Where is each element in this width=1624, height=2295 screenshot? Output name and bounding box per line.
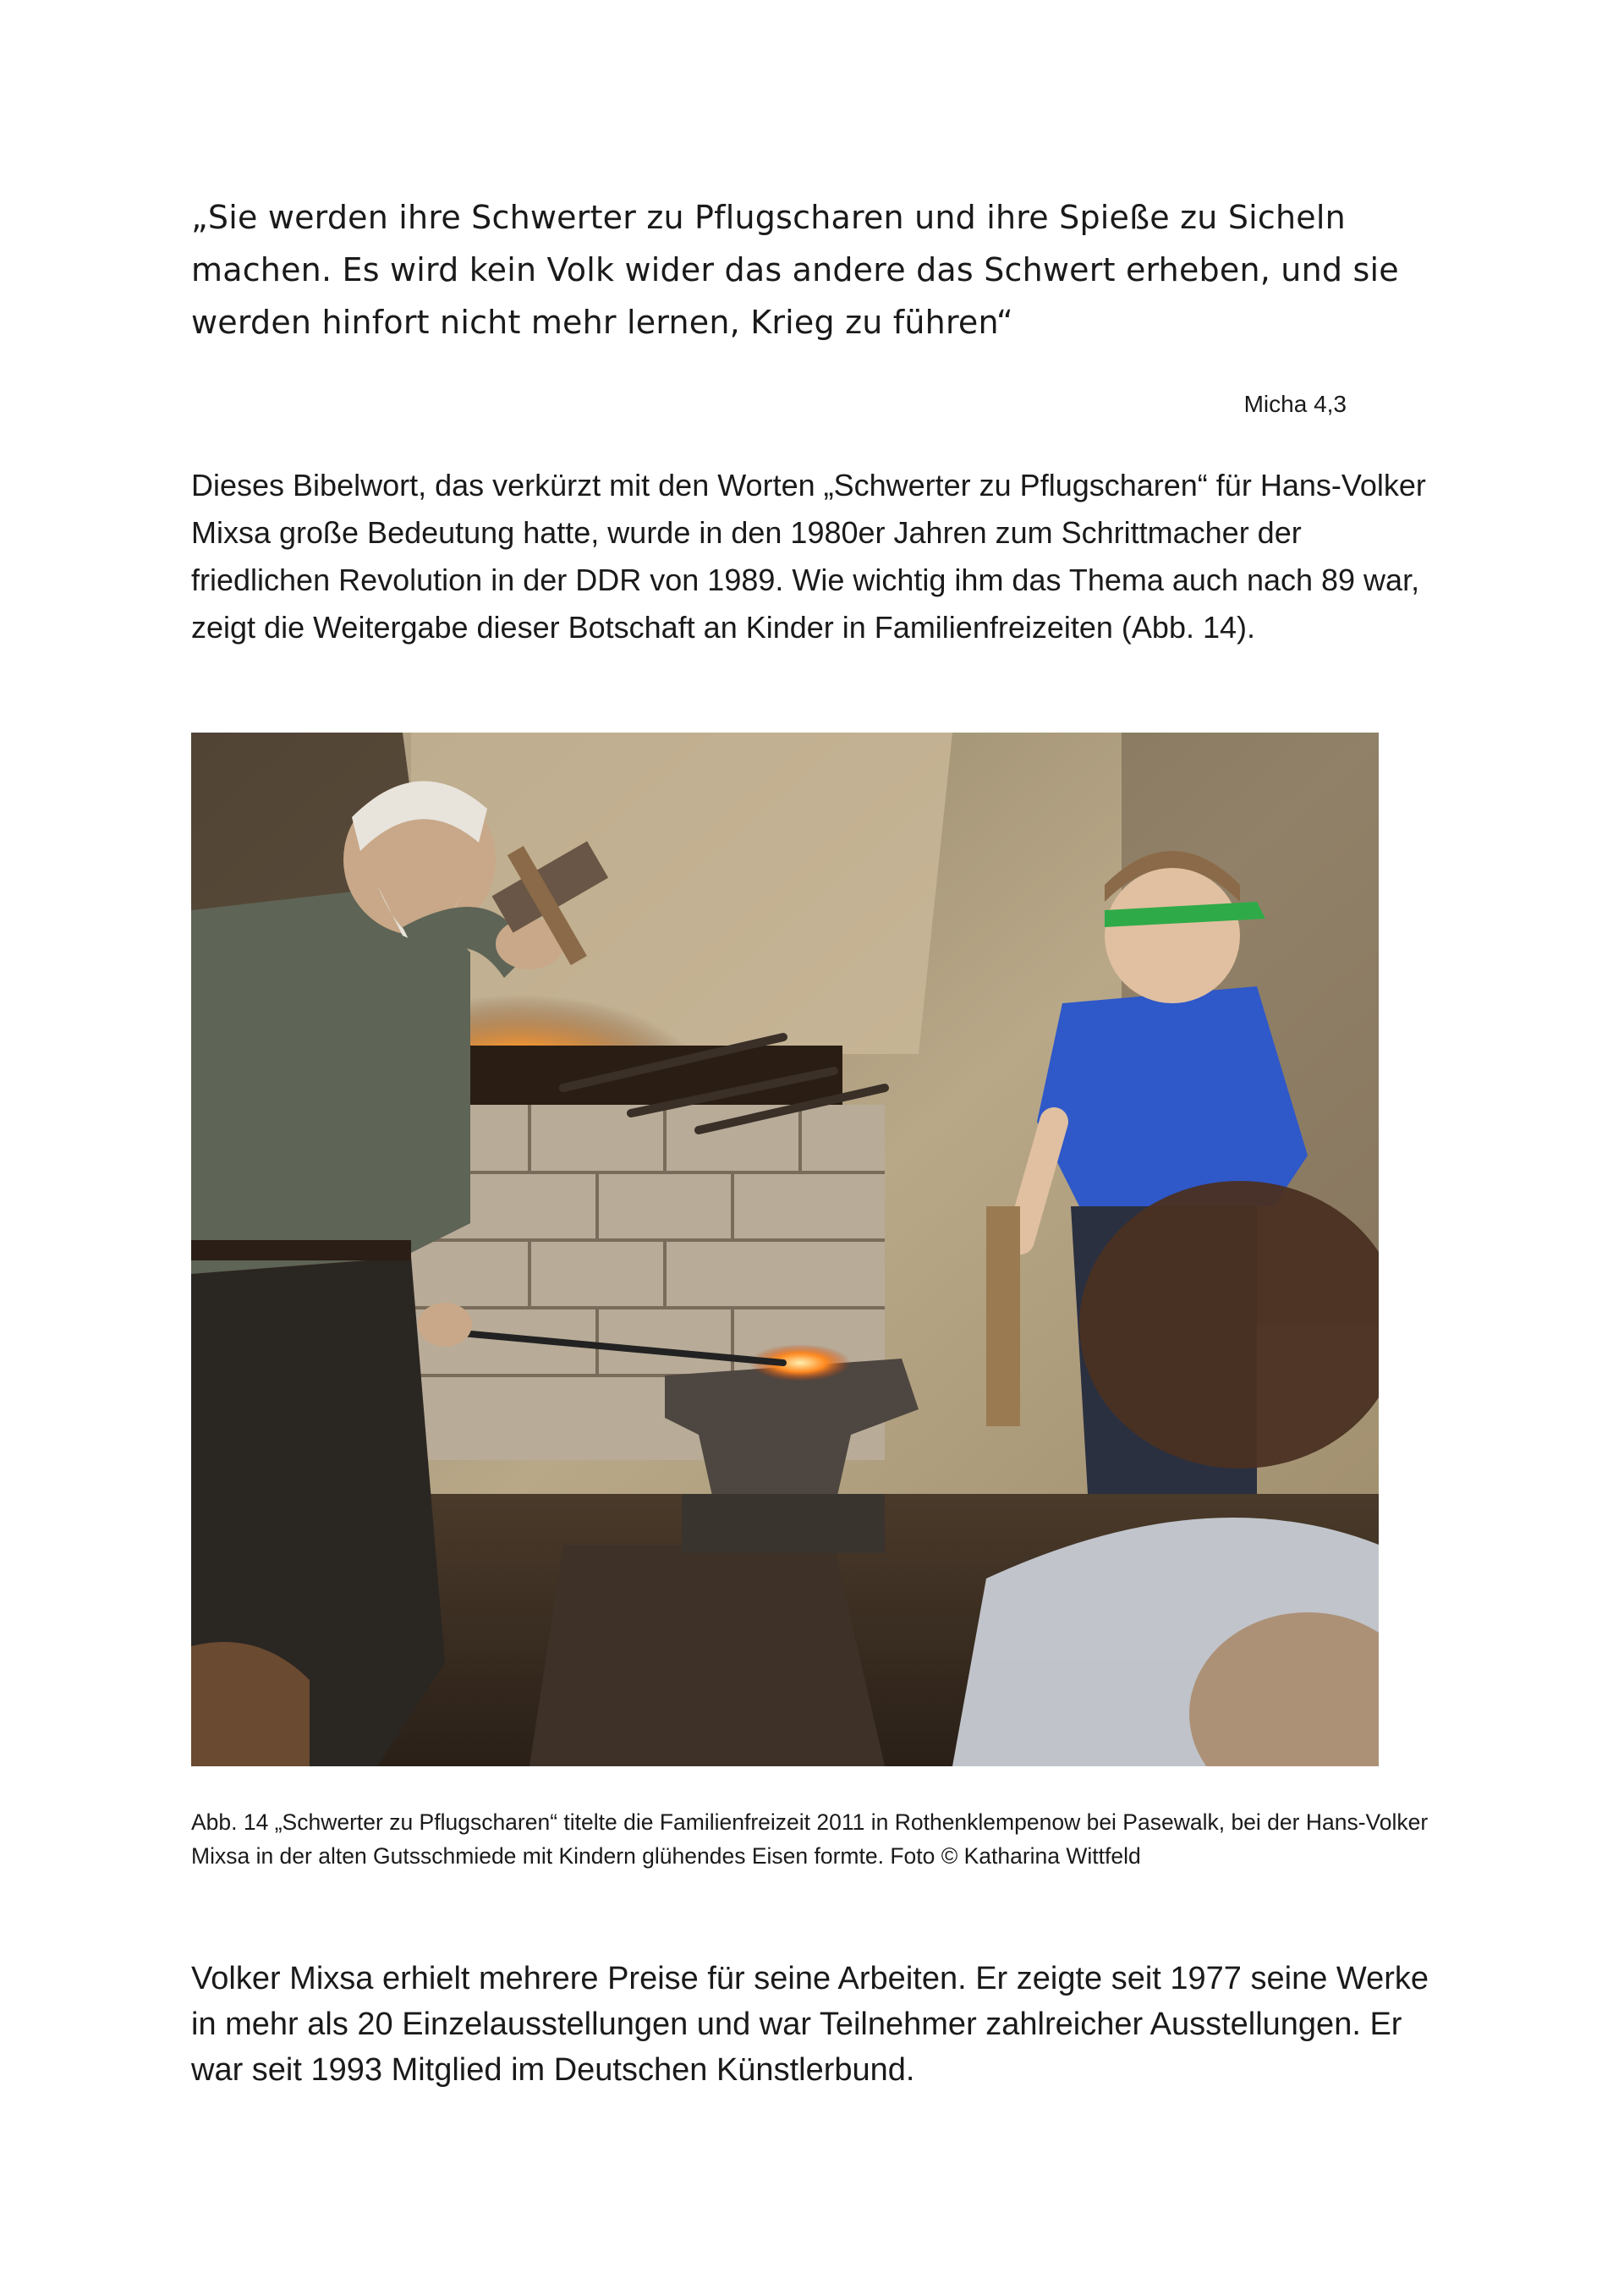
closing-paragraph: Volker Mixsa erhielt mehrere Preise für seine Arbeiten. Er zeigte seit 1977 seine Werke in mehr als 20 Einzelausstellungen und war Teilnehmer zahlreicher Ausstellungen. Er war seit 1993 Mitglied im Deutschen Künstlerbund. xyxy=(191,1961,1429,2088)
quote-reference: Micha 4,3 xyxy=(1243,391,1347,417)
blacksmith-photo xyxy=(191,733,1379,1766)
intro-paragraph: Dieses Bibelwort, das verkürzt mit den Worten „Schwerter zu Pflugscharen“ für Hans-Volker Mixsa große Bedeutung hatte, wurde in den 1980er Jahren zum Schrittmacher der friedlichen Revolution in der DDR von 1989. Wie wichtig ihm das Thema auch nach 89 war, zeigt die Weitergabe dieser Botschaft an Kinder in Familienfreizeiten (Abb. 14). xyxy=(191,468,1426,645)
bible-quote: „Sie werden ihre Schwerter zu Pflugscharen und ihre Spieße zu Sicheln machen. Es wird kein Volk wider das andere das Schwert erheben, und sie werden hinfort nicht mehr lernen, Krieg zu führen“ xyxy=(191,199,1399,341)
figure-caption: Abb. 14 „Schwerter zu Pflugscharen“ titelte die Familienfreizeit 2011 in Rothenklempenow bei Pasewalk, bei der Hans-Volker Mixsa in der alten Gutsschmiede mit Kindern glühendes Eisen formte. Foto © Katharina Wittfeld xyxy=(191,1809,1429,1869)
